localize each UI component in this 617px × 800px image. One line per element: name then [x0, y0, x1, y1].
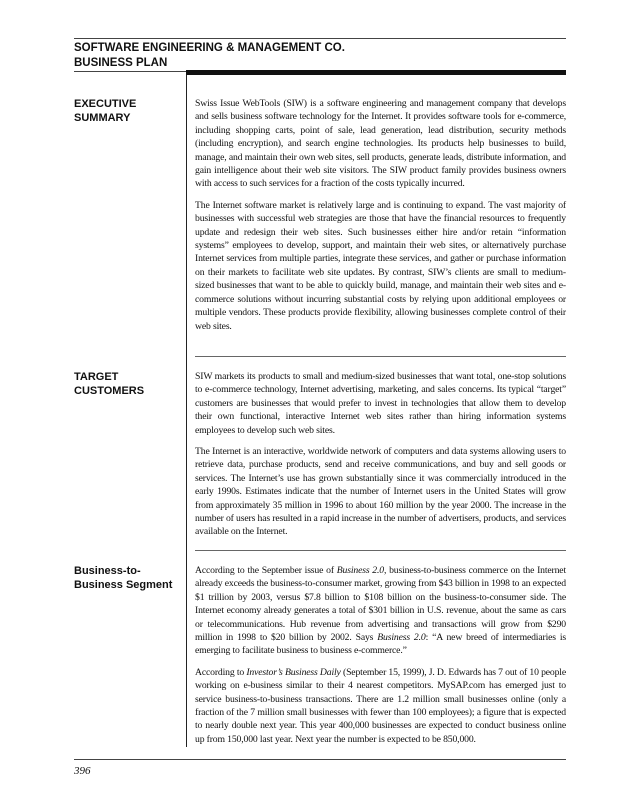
header-company-name: SOFTWARE ENGINEERING & MANAGEMENT CO. — [74, 42, 345, 54]
section-title-target-customers: TARGET CUSTOMERS — [74, 371, 145, 397]
bottom-rule — [74, 759, 566, 760]
paragraph: The Internet is an interactive, worldwide network of computers and data systems allowing users to retrieve data, purchase products, send and receive communications, and buy and sell goods or services. The Internet’s use has grown substantially since it was commercially introduced in the early 1990s. Estimates indicate that the number of Internet users in the United States will grow from approximately 35 million in 1996 to about 160 million by the year 2000. The increase in the number of users has resulted in a rapid increase in the number of advertisers, products, and services available on the Internet. — [195, 446, 566, 538]
paragraph: The Internet software market is relatively large and is continuing to expand. The vast majority of businesses with successful web strategies are those that have the financial resources to frequently update and redesign their web sites. Such businesses either hire and/or retain “information systems” employees to develop, support, and maintain their web sites, or alternatively purchase Internet services from multiple parties, integrate these services, and gather or purchase information on their markets to facilitate web site updates. By contrast, SIW’s clients are small to medium-sized businesses that want to be able to quickly build, manage, and maintain their web sites and e-commerce solutions without incurring substantial costs by relying upon additional employees or multiple vendors. These products provide flexibility, allowing businesses complete control of their web sites. — [195, 199, 566, 332]
section-body-executive-summary — [195, 97, 566, 341]
paragraph: Swiss Issue WebTools (SIW) is a software engineering and management company that develops and sells business software technology for the Internet. It provides software tools for e-commerce, including shopping carts, point of sale, lead generation, lead distribution, security methods (including encryption), and search engine technologies. Its products help businesses to build, manage, and maintain their own web sites, sell products, generate leads, distribute information, and gain intelligence about their web site visitors. The SIW product family provides business owners with access to such services for a fraction of the costs typically incurred. — [195, 98, 566, 190]
section-body-b2b-segment — [195, 564, 566, 754]
header-document-title: BUSINESS PLAN — [74, 57, 168, 69]
section-separator — [195, 356, 566, 357]
page-number: 396 — [74, 765, 91, 777]
top-rule — [74, 38, 566, 39]
paragraph: According to the September issue of Business 2.0, business-to-business commerce on the Internet already exceeds the business-to-consumer market, growing from $43 billion in 1998 to an expected $1 trillion by 2003, versus $7.8 billion to $108 billion on the business-to-consumer side. The Internet economy already generates a total of $301 billion in U.S. revenue, about the same as cars or telecommunications. Hub revenue from advertising and transactions will grow from $290 million in 1998 to $20 billion by 2002. Says Business 2.0: “A new breed of intermediaries is emerging to facilitate business to business e-commerce.” — [195, 565, 567, 657]
header-bar — [186, 70, 566, 75]
section-title-b2b-segment: Business-to- Business Segment — [74, 565, 173, 591]
paragraph: SIW markets its products to small and medium-sized businesses that want total, one-stop solutions to e-commerce technology, Internet advertising, marketing, and sales concerns. Its typical “target” customers are businesses that would prefer to invest in technologies that allow them to develop their own functional, interactive Internet web sites rather than hiring information systems employees to develop such web sites. — [195, 371, 566, 436]
paragraph: According to Investor’s Business Daily (September 15, 1999), J. D. Edwards has 7 out of 10 people working on e-business similar to their 4 nearest competitors. MySAP.com has emerged just to service business-to-business transactions. There are 1.2 million small businesses online (only a fraction of the 7 million small businesses with fewer than 100 employees); a figure that is expected to nearly double next year. This year 400,000 businesses are expected to conduct business online up from 150,000 last year. Next year the number is expected to be 850,000. — [195, 666, 566, 745]
section-body-target-customers — [195, 370, 566, 547]
running-header — [74, 41, 345, 71]
column-divider — [186, 75, 187, 747]
section-separator — [195, 550, 566, 551]
section-title-executive-summary: EXECUTIVE SUMMARY — [74, 98, 137, 124]
